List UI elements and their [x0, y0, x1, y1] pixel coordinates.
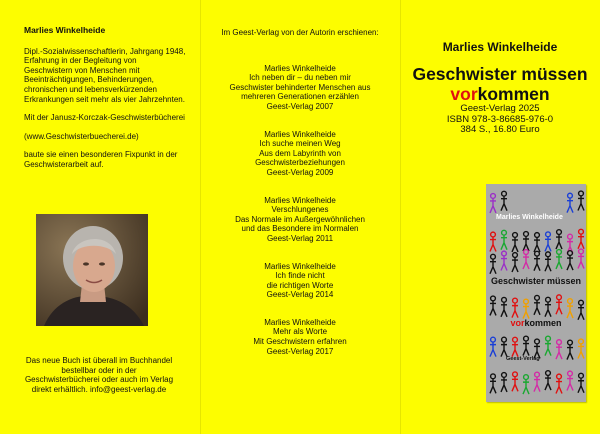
book-entry-title-line: Geschwister behinderter Menschen aus: [229, 82, 371, 92]
book-details: 384 S., 16.80 Euro: [460, 124, 540, 136]
stick-figure: [512, 233, 518, 252]
stick-figure: [523, 299, 529, 318]
book-entry-publisher: Geest-Verlag 2009: [266, 167, 334, 177]
stick-figure: [578, 339, 584, 358]
book-entry-author: Marlies Winkelheide: [264, 195, 336, 205]
book-entry-author: Marlies Winkelheide: [264, 63, 336, 73]
stick-figure: [523, 232, 529, 251]
stick-figure: [545, 371, 551, 390]
stick-figure: [523, 250, 529, 269]
stick-figure: [512, 337, 518, 356]
book-isbn: ISBN 978-3-86685-976-0: [446, 113, 554, 125]
book-entry-publisher: Geest-Verlag 2007: [266, 101, 334, 111]
website-link[interactable]: (www.Geschwisterbuecherei.de): [24, 131, 139, 141]
book-entry-title-line: Aus dem Labyrinth von: [259, 148, 341, 158]
book-title-rest: kommen: [477, 84, 550, 104]
book-entry-title-line: Mehr als Worte: [272, 327, 328, 337]
book-entry-title-line: Geschwisterbeziehungen: [255, 158, 345, 168]
stick-figure: [523, 336, 529, 355]
stick-figure: [512, 253, 518, 272]
book-entry-publisher: Geest-Verlag 2017: [266, 346, 334, 356]
middle-panel: [200, 0, 400, 434]
stick-figure: [490, 337, 496, 356]
book-entry-title-line: Ich suche meinen Weg: [259, 139, 341, 149]
cover-publisher: Geest-Verlag: [506, 356, 540, 362]
book-entry-publisher: Geest-Verlag 2014: [266, 290, 334, 300]
book-cover: [486, 184, 586, 402]
stick-figure: [523, 375, 529, 394]
stick-figure: [578, 300, 584, 319]
stick-figure: [501, 191, 507, 210]
cover-title-line2: [486, 318, 586, 328]
book-info: [400, 104, 600, 136]
stick-figure: [534, 372, 540, 391]
stick-figure: [567, 251, 573, 270]
cover-title-rest: kommen: [524, 318, 562, 328]
stick-figure: [578, 373, 584, 392]
fixpoint-text: baute sie einen besonderen Fixpunkt in der Geschwisterarbeit auf.: [24, 150, 178, 169]
author-heading: Marlies Winkelheide: [24, 25, 106, 35]
stick-figure: [534, 233, 540, 252]
stick-figure: [490, 374, 496, 393]
book-title-line2: [400, 84, 600, 104]
author-bio: Dipl.-Sozialwissenschaftlerin, Jahrgang 1948, Erfahrung in der Begleitung von Geschwistern von Menschen mit Beeinträchtigungen, Behinderungen, chronischen und lebensverkürzenden Erkrankungen seit mehr als vier Jahrzehnten.: [24, 46, 186, 104]
buy-info: Das neue Buch ist überall im Buchhandel bestellbar oder in der Geschwisterbücherei oder auch im Verlag direkt erhältlich. info@geest-verlag.de: [24, 356, 174, 394]
book-title-red: vor: [450, 84, 478, 104]
cover-author: Marlies Winkelheide: [496, 214, 563, 221]
stick-figure: [534, 295, 540, 314]
stick-figure: [490, 194, 496, 213]
stick-figure: [545, 297, 551, 316]
book-entry: [210, 196, 390, 244]
book-entry-title-line: Ich neben dir – du neben mir: [249, 73, 351, 83]
book-entry-title-line: die richtigen Worte: [266, 280, 334, 290]
book-entry-author: Marlies Winkelheide: [264, 317, 336, 327]
stick-figure: [501, 297, 507, 316]
book-title-line1: Geschwister müssen: [412, 64, 588, 84]
stick-figure: [512, 372, 518, 391]
left-panel: [0, 0, 200, 434]
stick-figure: [534, 251, 540, 270]
book-title: [400, 64, 600, 104]
stick-figure: [545, 232, 551, 251]
stick-figure: [567, 299, 573, 318]
book-entry: [210, 262, 390, 300]
stick-figure: [556, 295, 562, 314]
author-photo: [36, 214, 148, 326]
stick-figure: [578, 191, 584, 210]
book-entry: [210, 130, 390, 178]
stick-figure: [490, 232, 496, 251]
book-entry-author: Marlies Winkelheide: [264, 129, 336, 139]
book-publisher: Geest-Verlag 2025: [460, 103, 540, 114]
stick-figure: [567, 193, 573, 212]
stick-figure: [501, 373, 507, 392]
stick-figure: [545, 252, 551, 271]
book-entry-title-line: Ich finde nicht: [275, 271, 325, 281]
stick-figure: [578, 249, 584, 268]
stick-figure: [556, 374, 562, 393]
stick-figure: [567, 340, 573, 359]
book-entry-author: Marlies Winkelheide: [264, 261, 336, 271]
book-list: [210, 64, 390, 357]
stick-figure: [578, 229, 584, 248]
book-entry-title-line: Verschlungenes: [271, 205, 329, 215]
book-entry: [210, 64, 390, 112]
book-entry-title-line: Das Normale im Außergewöhnlichen: [235, 214, 365, 224]
stick-figure: [490, 296, 496, 315]
cover-title-red: vor: [510, 318, 525, 328]
title-author: Marlies Winkelheide: [442, 40, 558, 54]
book-entry-title-line: Mit Geschwistern erfahren: [253, 337, 347, 347]
stick-figure: [556, 230, 562, 249]
book-entry-publisher: Geest-Verlag 2011: [266, 233, 334, 243]
stick-figure: [556, 340, 562, 359]
stick-figure: [545, 336, 551, 355]
stick-figure: [490, 254, 496, 273]
cover-title-line1: Geschwister müssen: [490, 276, 582, 286]
book-entry-title-line: mehreren Generationen erzählen: [241, 92, 359, 102]
book-entry-title-line: und das Besondere im Normalen: [241, 224, 359, 234]
founder-text: Mit der Janusz-Korczak-Geschwisterbücherei: [24, 113, 185, 123]
stick-figure: [556, 250, 562, 269]
books-intro: Im Geest-Verlag von der Autorin erschienen:: [221, 28, 379, 37]
stick-figure: [501, 251, 507, 270]
stick-figure: [567, 371, 573, 390]
book-entry: [210, 318, 390, 356]
stick-figure: [501, 337, 507, 356]
stick-figure: [512, 298, 518, 317]
stick-figure: [501, 230, 507, 249]
